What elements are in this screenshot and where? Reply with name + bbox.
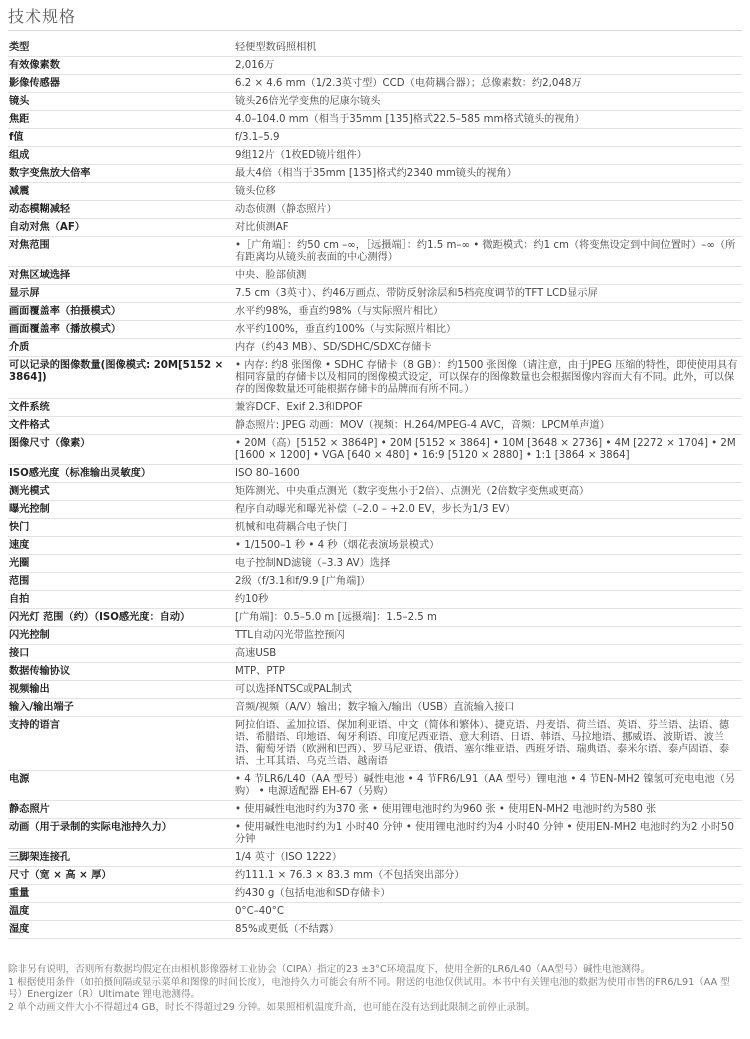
spec-value: • 使用碱性电池时约为370 张 • 使用锂电池时约为960 张 • 使用EN-MH2 电池时约为580 张 [235, 801, 742, 819]
page-title: 技术规格 [8, 7, 77, 26]
spec-row [8, 93, 742, 111]
spec-label: 介质 [8, 339, 235, 357]
spec-table [8, 39, 742, 939]
spec-label: 数据传输协议 [8, 663, 235, 681]
spec-row [8, 111, 742, 129]
spec-row [8, 627, 742, 645]
spec-row [8, 663, 742, 681]
spec-label: 曝光控制 [8, 501, 235, 519]
spec-label: 类型 [8, 39, 235, 57]
spec-label: 镜头 [8, 93, 235, 111]
spec-value: MTP、PTP [235, 663, 742, 681]
spec-label: 文件格式 [8, 417, 235, 435]
spec-row [8, 165, 742, 183]
spec-label: 尺寸（宽 × 高 × 厚） [8, 867, 235, 885]
spec-row [8, 483, 742, 501]
spec-label: 闪光灯 范围（约）（ISO感光度：自动） [8, 609, 235, 627]
spec-value: 镜头26倍光学变焦的尼康尔镜头 [235, 93, 742, 111]
spec-row [8, 75, 742, 93]
spec-value: 机械和电荷耦合电子快门 [235, 519, 742, 537]
spec-row [8, 39, 742, 57]
footnote: 1 根据使用条件（如拍摄间隔或显示菜单和图像的时间长度），电池持久力可能会有所不同。附送的电池仅供试用。本书中有关锂电池的数据为使用市售的FR6/L91（AA 型号）Energizer（R）Ultimate 锂电池测得。 [8, 976, 730, 1001]
spec-row [8, 681, 742, 699]
spec-label: 文件系统 [8, 399, 235, 417]
spec-row [8, 849, 742, 867]
spec-label: 速度 [8, 537, 235, 555]
spec-row [8, 465, 742, 483]
spec-value: [广角端]：0.5–5.0 m [远摄端]：1.5–2.5 m [235, 609, 742, 627]
spec-value: 轻便型数码照相机 [235, 39, 742, 57]
spec-value: 7.5 cm（3英寸）、约46万画点、带防反射涂层和5档亮度调节的TFT LCD显示屏 [235, 285, 742, 303]
spec-row [8, 771, 742, 801]
spec-label: 范围 [8, 573, 235, 591]
spec-value: 对比侦测AF [235, 219, 742, 237]
spec-value: f/3.1–5.9 [235, 129, 742, 147]
spec-row [8, 645, 742, 663]
spec-value: ISO 80–1600 [235, 465, 742, 483]
spec-value: 1/4 英寸（ISO 1222） [235, 849, 742, 867]
spec-label: 数字变焦放大倍率 [8, 165, 235, 183]
spec-row [8, 801, 742, 819]
spec-row [8, 921, 742, 939]
spec-label: 可以记录的图像数量(图像模式: 20M[5152 × 3864]) [8, 357, 235, 399]
spec-row [8, 219, 742, 237]
spec-label: 自动对焦（AF） [8, 219, 235, 237]
spec-row [8, 303, 742, 321]
footnote: 2 单个动画文件大小不得超过4 GB，时长不得超过29 分钟。如果照相机温度升高，也可能在没有达到此限制之前停止录制。 [8, 1001, 536, 1013]
spec-value: 中央、脸部侦测 [235, 267, 742, 285]
spec-row [8, 129, 742, 147]
spec-value: 电子控制ND滤镜（–3.3 AV）选择 [235, 555, 742, 573]
spec-row [8, 717, 742, 771]
spec-label: 显示屏 [8, 285, 235, 303]
spec-label: 动态模糊减轻 [8, 201, 235, 219]
spec-value: 最大4倍（相当于35mm [135]格式约2340 mm镜头的视角） [235, 165, 742, 183]
spec-row [8, 555, 742, 573]
spec-value: •［广角端］：约50 cm –∞，［远摄端］：约1.5 m–∞ • 微距模式：约1 cm（将变焦设定到中间位置时）–∞（所有距离均从镜头前表面的中心测得） [235, 237, 742, 267]
spec-row [8, 519, 742, 537]
title-divider [8, 30, 742, 31]
spec-value: 水平约98%，垂直约98%（与实际照片相比） [235, 303, 742, 321]
spec-label: 测光模式 [8, 483, 235, 501]
spec-value: 85%或更低（不结露） [235, 921, 742, 939]
spec-row [8, 417, 742, 435]
spec-label: 动画（用于录制的实际电池持久力） [8, 819, 235, 849]
spec-value: • 内存: 约8 张图像 • SDHC 存储卡（8 GB）：约1500 张图像（请注意，由于JPEG 压缩的特性，即使使用具有相同容量的存储卡以及相同的图像模式设定，可以保存的图像数量也会根据图像内容而大有不同。此外，可以保存的图像数量还可能根据存储卡的品牌而有所不同。） [235, 357, 742, 399]
spec-row [8, 201, 742, 219]
spec-row [8, 435, 742, 465]
spec-value: 兼容DCF、Exif 2.3和DPOF [235, 399, 742, 417]
spec-value: 可以选择NTSC或PAL制式 [235, 681, 742, 699]
spec-value: 动态侦测（静态照片） [235, 201, 742, 219]
spec-row [8, 399, 742, 417]
spec-row [8, 867, 742, 885]
spec-value: 9组12片（1枚ED镜片组件） [235, 147, 742, 165]
spec-value: 2,016万 [235, 57, 742, 75]
spec-label: 画面覆盖率（播放模式） [8, 321, 235, 339]
spec-label: 视频输出 [8, 681, 235, 699]
spec-value: 程序自动曝光和曝光补偿（–2.0 – +2.0 EV，步长为1/3 EV） [235, 501, 742, 519]
spec-label: 对焦区域选择 [8, 267, 235, 285]
spec-value: 约111.1 × 76.3 × 83.3 mm（不包括突出部分） [235, 867, 742, 885]
spec-value: TTL自动闪光带监控预闪 [235, 627, 742, 645]
spec-label: 快门 [8, 519, 235, 537]
spec-label: 画面覆盖率（拍摄模式） [8, 303, 235, 321]
spec-row [8, 885, 742, 903]
spec-label: 输入/输出端子 [8, 699, 235, 717]
spec-label: 支持的语言 [8, 717, 235, 771]
spec-label: 湿度 [8, 921, 235, 939]
spec-row [8, 573, 742, 591]
spec-row [8, 267, 742, 285]
spec-value: 0°C–40°C [235, 903, 742, 921]
spec-label: 减震 [8, 183, 235, 201]
spec-label: 组成 [8, 147, 235, 165]
spec-value: 高速USB [235, 645, 742, 663]
spec-row [8, 357, 742, 399]
spec-label: 三脚架连接孔 [8, 849, 235, 867]
spec-row [8, 501, 742, 519]
footnote: 除非另有说明，否则所有数据均假定在由相机影像器材工业协会（CIPA）指定的23 ±3°C环境温度下，使用全新的LR6/L40（AA型号）碱性电池测得。 [8, 964, 651, 975]
spec-label: 接口 [8, 645, 235, 663]
spec-value: • 1/1500–1 秒 • 4 秒（烟花表演场景模式） [235, 537, 742, 555]
spec-row [8, 237, 742, 267]
spec-value: 2级（f/3.1和f/9.9 [广角端]） [235, 573, 742, 591]
spec-row [8, 339, 742, 357]
spec-label: 静态照片 [8, 801, 235, 819]
footnotes [8, 964, 738, 1014]
spec-value: • 4 节LR6/L40（AA 型号）碱性电池 • 4 节FR6/L91（AA 型号）锂电池 • 4 节EN-MH2 镍氢可充电电池（另购） • 电源适配器 EH-67（另购） [235, 771, 742, 801]
spec-label: ISO感光度（标准输出灵敏度） [8, 465, 235, 483]
spec-row [8, 903, 742, 921]
spec-row [8, 147, 742, 165]
spec-label: 有效像素数 [8, 57, 235, 75]
spec-row [8, 591, 742, 609]
spec-value: 水平约100%，垂直约100%（与实际照片相比） [235, 321, 742, 339]
spec-value: 静态照片: JPEG 动画：MOV（视频：H.264/MPEG-4 AVC，音频：LPCM单声道） [235, 417, 742, 435]
spec-label: 闪光控制 [8, 627, 235, 645]
spec-value: 4.0–104.0 mm（相当于35mm [135]格式22.5–585 mm格式镜头的视角） [235, 111, 742, 129]
spec-value: 内存（约43 MB）、SD/SDHC/SDXC存储卡 [235, 339, 742, 357]
spec-label: 光圈 [8, 555, 235, 573]
spec-label: 影像传感器 [8, 75, 235, 93]
spec-row [8, 537, 742, 555]
spec-value: 约10秒 [235, 591, 742, 609]
spec-row [8, 183, 742, 201]
spec-value: 矩阵测光、中央重点测光（数字变焦小于2倍）、点测光（2倍数字变焦或更高） [235, 483, 742, 501]
spec-value: 6.2 × 4.6 mm（1/2.3英寸型）CCD（电荷耦合器）；总像素数：约2,048万 [235, 75, 742, 93]
spec-label: 温度 [8, 903, 235, 921]
spec-row [8, 819, 742, 849]
spec-label: 自拍 [8, 591, 235, 609]
spec-label: f值 [8, 129, 235, 147]
spec-label: 重量 [8, 885, 235, 903]
spec-row [8, 609, 742, 627]
spec-row [8, 699, 742, 717]
spec-value: • 使用碱性电池时约为1 小时40 分钟 • 使用锂电池时约为4 小时40 分钟 • 使用EN-MH2 电池时约为2 小时50 分钟 [235, 819, 742, 849]
spec-table-body [8, 39, 742, 939]
spec-value: 约430 g（包括电池和SD存储卡） [235, 885, 742, 903]
spec-value: 阿拉伯语、孟加拉语、保加利亚语、中文（简体和繁体）、捷克语、丹麦语、荷兰语、英语、芬兰语、法语、德语、希腊语、印地语、匈牙利语、印度尼西亚语、意大利语、日语、韩语、马拉地语、挪威语、波斯语、波兰语、葡萄牙语（欧洲和巴西）、罗马尼亚语、俄语、塞尔维亚语、西班牙语、瑞典语、泰米尔语、泰卢固语、泰语、土耳其语、乌克兰语、越南语 [235, 717, 742, 771]
spec-label: 图像尺寸（像素） [8, 435, 235, 465]
spec-value: 镜头位移 [235, 183, 742, 201]
spec-label: 焦距 [8, 111, 235, 129]
spec-row [8, 285, 742, 303]
spec-row [8, 57, 742, 75]
spec-value: • 20M（高）[5152 × 3864P] • 20M [5152 × 3864] • 10M [3648 × 2736] • 4M [2272 × 1704] • 2M [1600 × 1200] • VGA [640 × 480] • 16:9 [5120 × 2880] • 1:1 [3864 × 3864] [235, 435, 742, 465]
spec-value: 音频/视频（A/V）输出；数字输入/输出（USB）直流输入接口 [235, 699, 742, 717]
spec-row [8, 321, 742, 339]
spec-label: 电源 [8, 771, 235, 801]
spec-label: 对焦范围 [8, 237, 235, 267]
